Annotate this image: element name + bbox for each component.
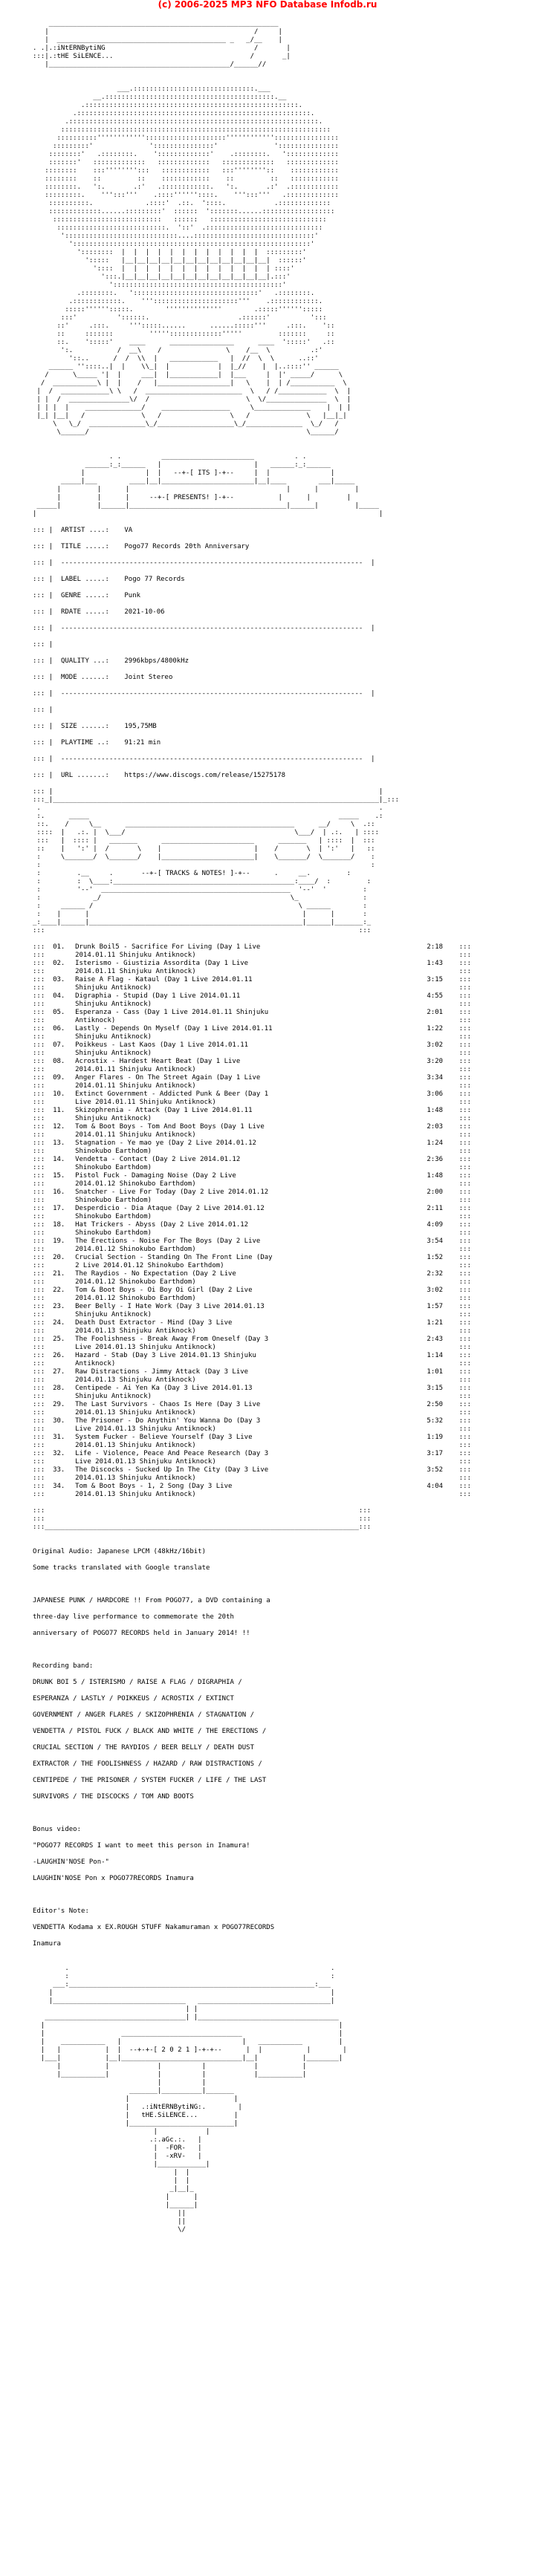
intro-line-2: three-day live performance to commemorate the 20th (33, 1613, 234, 1621)
track-duration: 3:34 (427, 1074, 444, 1082)
track-title: The Discocks - Sucked Up In The City (Day 3 Live (75, 1466, 269, 1474)
track-title: Shinokubo Earthdom) (75, 1197, 152, 1204)
label-label: LABEL .....: (60, 576, 109, 583)
track-row: ::: Shinjuku Antiknock) ::: (33, 1001, 472, 1008)
track-number: 18. (53, 1221, 65, 1229)
track-row: ::: 33. The Discocks - Sucked Up In The City (Day 3 Live 3:52 ::: (33, 1466, 472, 1474)
label-value: Pogo 77 Records (124, 576, 185, 583)
track-title: Shinjuku Antiknock) (75, 984, 152, 992)
track-number: 17. (53, 1205, 65, 1212)
track-duration: 5:32 (427, 1417, 444, 1425)
track-row: ::: 2014.01.13 Shinjuku Antiknock) ::: (33, 1474, 472, 1482)
spacer: ::: | (33, 641, 54, 648)
track-title: Desperdicio - Dia Ataque (Day 2 Live 2014.01.12 (75, 1205, 265, 1212)
track-row: ::: Antiknock) ::: (33, 1360, 472, 1367)
track-number: 22. (53, 1287, 65, 1294)
track-duration: 1:19 (427, 1434, 444, 1441)
track-row: ::: 26. Hazard - Stab (Day 3 Live 2014.01.13 Shinjuku 1:14 ::: (33, 1352, 472, 1359)
track-number: 27. (53, 1368, 65, 1376)
track-number: 12. (53, 1123, 65, 1131)
track-row: ::: 18. Hat Trickers - Abyss (Day 2 Live 2014.01.12 4:09 ::: (33, 1221, 472, 1229)
track-title: Digraphia - Stupid (Day 1 Live 2014.01.11 (75, 992, 241, 1000)
track-row: ::: 2014.01.13 Shinjuku Antiknock) ::: (33, 1409, 472, 1417)
track-number: 29. (53, 1401, 65, 1408)
track-title: Tom & Boot Boys - Tom And Boot Boys (Day 1 Live (75, 1123, 265, 1131)
track-row: ::: Live 2014.01.11 Shinjuku Antiknock) ::: (33, 1099, 472, 1106)
size-label: SIZE ......: (60, 723, 109, 730)
track-title: Antiknock) (75, 1017, 116, 1024)
track-row: ::: 14. Vendetta - Contact (Day 2 Live 2014.01.12 2:36 ::: (33, 1156, 472, 1163)
track-row: ::: 19. The Erections - Noise For The Boys (Day 2 Live 3:54 ::: (33, 1237, 472, 1245)
track-title: The Prisoner - Do Anythin' You Wanna Do (Day 3 (75, 1417, 261, 1425)
track-title: Acrostix - Hardest Heart Beat (Day 1 Live (75, 1058, 241, 1065)
track-number: 19. (53, 1237, 65, 1245)
track-title: 2 Live 2014.01.12 Shinokubo Earthdom) (75, 1262, 224, 1269)
track-duration: 4:04 (427, 1483, 444, 1490)
spacer (33, 1581, 508, 1589)
track-title: The Erections - Noise For The Boys (Day 2 Live (75, 1237, 261, 1245)
genre-row: ::: | GENRE .....: Punk (33, 592, 141, 599)
track-duration: 2:11 (427, 1205, 444, 1212)
track-row: ::: 12. Tom & Boot Boys - Tom And Boot Boys (Day 1 Live 2:03 ::: (33, 1123, 472, 1131)
track-title: Shinokubo Earthdom) (75, 1213, 152, 1220)
url-row: ::: | URL .......: https://www.discogs.com/release/15275178 (33, 772, 286, 779)
track-title: Raise A Flag - Kataul (Day 1 Live 2014.01.11 (75, 976, 253, 983)
nfo-document (33, 12, 508, 2242)
rdate-row: ::: | RDATE .....: 2021-10-06 (33, 608, 165, 616)
track-duration: 3:02 (427, 1041, 444, 1049)
track-row: ::: 08. Acrostix - Hardest Heart Beat (Day 1 Live 3:20 ::: (33, 1058, 472, 1065)
track-number: 08. (53, 1058, 65, 1065)
track-title: Anger Flares - On The Street Again (Day 1 Live (75, 1074, 261, 1082)
track-title: Shinjuku Antiknock) (75, 1001, 152, 1008)
artist-label: ARTIST ....: (60, 527, 109, 534)
track-duration: 1:48 (427, 1107, 444, 1114)
track-duration: 1:52 (427, 1254, 444, 1261)
track-title: Hazard - Stab (Day 3 Live 2014.01.13 Shinjuku (75, 1352, 256, 1359)
track-title: 2014.01.13 Shinjuku Antiknock) (75, 1327, 196, 1335)
track-title: 2014.01.13 Shinjuku Antiknock) (75, 1409, 196, 1417)
track-number: 28. (53, 1385, 65, 1392)
track-title: Shinjuku Antiknock) (75, 1393, 152, 1400)
track-title: Tom & Boot Boys - 1, 2 Song (Day 3 Live (75, 1483, 233, 1490)
track-number: 30. (53, 1417, 65, 1425)
track-row: ::: 27. Raw Distractions - Jimmy Attack (Day 3 Live 1:01 ::: (33, 1368, 472, 1376)
track-row: ::: Live 2014.01.13 Shinjuku Antiknock) ::: (33, 1344, 472, 1351)
track-row: ::: 30. The Prisoner - Do Anythin' You Wanna Do (Day 3 5:32 ::: (33, 1417, 472, 1425)
track-title: 2014.01.13 Shinjuku Antiknock) (75, 1376, 196, 1384)
track-number: 25. (53, 1336, 65, 1343)
spacer: ::: | (33, 706, 54, 714)
track-duration: 1:14 (427, 1352, 444, 1359)
band-line: DRUNK BOI 5 / ISTERISMO / RAISE A FLAG / DIGRAPHIA / (33, 1679, 242, 1686)
group-name-top: iNtERNBytiNG (56, 45, 106, 52)
track-row: ::: 2 Live 2014.01.12 Shinokubo Earthdom) ::: (33, 1262, 472, 1269)
quality-label: QUALITY ...: (60, 657, 109, 665)
track-title: The Raydios - No Expectation (Day 2 Live (75, 1270, 236, 1278)
track-number: 21. (53, 1270, 65, 1278)
rdate-label: RDATE .....: (60, 608, 109, 616)
track-number: 24. (53, 1319, 65, 1327)
track-row: ::: 05. Esperanza - Cass (Day 1 Live 2014.01.11 Shinjuku 2:01 ::: (33, 1009, 472, 1016)
track-number: 20. (53, 1254, 65, 1261)
track-title: Drunk Boil5 - Sacrifice For Living (Day 1 Live (75, 943, 261, 951)
tracklist (33, 943, 508, 1499)
track-duration: 2:03 (427, 1123, 444, 1131)
track-title: Centipede - Ai Yen Ka (Day 3 Live 2014.01.13 (75, 1385, 253, 1392)
footer-year: 2 0 2 1 (161, 2046, 190, 2054)
source-line-2: Some tracks translated with Google translate (33, 1564, 210, 1572)
rdate-value: 2021-10-06 (124, 608, 165, 616)
playtime-label: PLAYTIME ..: (60, 739, 109, 747)
quality-value: 2996kbps/4800kHz (124, 657, 189, 665)
track-duration: 3:15 (427, 976, 444, 983)
divider: ::: | --------------------------------------------------------------------------- | (33, 690, 375, 697)
track-title: Live 2014.01.13 Shinjuku Antiknock) (75, 1344, 216, 1351)
track-title: 2014.01.11 Shinjuku Antiknock) (75, 968, 196, 975)
track-duration: 3:17 (427, 1450, 444, 1457)
track-duration: 2:43 (427, 1336, 444, 1343)
editor-line-2: Inamura (33, 1940, 61, 1948)
track-title: Shinokubo Earthdom) (75, 1164, 152, 1171)
track-duration: 3:54 (427, 1237, 444, 1245)
tracks-notes-label: TRACKS & NOTES! (165, 870, 227, 877)
bonus-line-1: "POGO77 RECORDS I want to meet this person in Inamura! (33, 1842, 250, 1850)
track-title: Extinct Government - Addicted Punk & Beer (Day 1 (75, 1090, 269, 1098)
track-number: 09. (53, 1074, 65, 1082)
track-title: Snatcher - Live For Today (Day 2 Live 2014.01.12 (75, 1188, 269, 1196)
track-title: Poikkeus - Last Kaos (Day 1 Live 2014.01.11 (75, 1041, 249, 1049)
mode-row: ::: | MODE ......: Joint Stereo (33, 674, 173, 681)
track-title: System Fucker - Believe Yourself (Day 3 Live (75, 1434, 253, 1441)
track-title: Lastly - Depends On Myself (Day 1 Live 2014.01.11 (75, 1025, 273, 1032)
top-banner-art: _________________________________________________________ | / | | __________________________________________ _ _/__ | . .|.:iNtERNBytiNG / | :::|.:tHE SiLENCE... / _| |_____________________________________________/______// (33, 20, 291, 68)
spacer (33, 1809, 508, 1818)
group-subtitle-top: tHE SiLENCE... (56, 53, 114, 60)
bonus-line-2: -LAUGHIN'NOSE Pon-" (33, 1858, 109, 1866)
mid-separator-art: ::: | | :::_|_________________________________________________________________________________|_::: . . :. _____ _____ .: ::. / \__ __________________________________________ __/ \ .:: :::: | .:. | \___/ \___/ | .:. | :::: ::: | :::: | _______ _______________________ _______ | :::: | ::: :: | ':' | / \ | | / \ | ':' | :: : \_______/ \_______/ |_______________________| \_______/ \_______/ : : : : .__ . --+-[ TRACKS & NOTES! ]-+-- . __. : : : \____:_____________________________________________:____/ : : : '--' _______________________________________________ '--' ' : : _/ \_ : : ______ / \ ______ : : | | | | : _:____|______|_____________________________________________________|______|_______:_ ::: ::: (33, 788, 400, 934)
track-row: ::: 02. Isterismo - Giustizia Assordita (Day 1 Live 1:43 ::: (33, 960, 472, 967)
track-title: Pistol Fuck - Damaging Noise (Day 2 Live (75, 1172, 236, 1180)
track-duration: 3:52 (427, 1466, 444, 1474)
track-number: 13. (53, 1139, 65, 1147)
track-duration: 2:01 (427, 1009, 444, 1016)
track-row: ::: 2014.01.13 Shinjuku Antiknock) ::: (33, 1327, 472, 1335)
track-row: ::: 13. Stagnation - Ye mao ye (Day 2 Live 2014.01.12 1:24 ::: (33, 1139, 472, 1147)
track-title: Beer Belly - I Hate Work (Day 3 Live 2014.01.13 (75, 1303, 265, 1310)
track-title: 2014.01.11 Shinjuku Antiknock) (75, 952, 196, 959)
quality-row: ::: | QUALITY ...: 2996kbps/4800kHz (33, 657, 189, 665)
track-title: The Last Survivors - Chaos Is Here (Day 3 Live (75, 1401, 261, 1408)
track-row: ::: 31. System Fucker - Believe Yourself (Day 3 Live 1:19 ::: (33, 1434, 472, 1441)
source-line-1: Original Audio: Japanese LPCM (48kHz/16bit) (33, 1548, 206, 1555)
track-row: ::: 17. Desperdicio - Dia Ataque (Day 2 Live 2014.01.12 2:11 ::: (33, 1205, 472, 1212)
track-row: ::: Antiknock) ::: (33, 1017, 472, 1024)
track-duration: 3:20 (427, 1058, 444, 1065)
its-label: ITS (198, 469, 210, 477)
discogs-url-link[interactable]: https://www.discogs.com/release/15275178 (124, 772, 286, 779)
track-row: ::: Shinokubo Earthdom) ::: (33, 1229, 472, 1237)
track-title: Antiknock) (75, 1360, 116, 1367)
track-row: ::: Shinjuku Antiknock) ::: (33, 1311, 472, 1318)
artist-value: VA (124, 527, 133, 534)
size-value: 195,75MB (124, 723, 157, 730)
track-row: ::: 06. Lastly - Depends On Myself (Day 1 Live 2014.01.11 1:22 ::: (33, 1025, 472, 1032)
presents-box: . . _______________________ . . ______:_:______ | | ______:_:______ | | | --+-[ ITS ]-+-- | | | _____|___ ____|__|_______________________|__|____ ___|_____ | | | | | | | | | --+-[ PRESENTS! ]-+-- | | | _____| |______|_______________________________________|______| |_____ | | (33, 453, 383, 518)
track-number: 02. (53, 960, 65, 967)
track-title: 2014.01.11 Shinjuku Antiknock) (75, 1066, 196, 1073)
editor-line-1: VENDETTA Kodama x EX.ROUGH STUFF Nakamuraman x POGO77RECORDS (33, 1924, 275, 1931)
track-row: ::: 16. Snatcher - Live For Today (Day 2 Live 2014.01.12 2:00 ::: (33, 1188, 472, 1196)
track-duration: 4:09 (427, 1221, 444, 1229)
track-title: Shinjuku Antiknock) (75, 1050, 152, 1057)
track-row: ::: 2014.01.13 Shinjuku Antiknock) ::: (33, 1376, 472, 1384)
track-row: ::: 23. Beer Belly - I Hate Work (Day 3 Live 2014.01.13 1:57 ::: (33, 1303, 472, 1310)
artist-row: ::: | ARTIST ....: VA (33, 527, 133, 534)
track-row: ::: 25. The Foolishness - Break Away From Oneself (Day 3 2:43 ::: (33, 1336, 472, 1343)
track-row: ::: Live 2014.01.13 Shinjuku Antiknock) ::: (33, 1425, 472, 1433)
track-title: Isterismo - Giustizia Assordita (Day 1 Live (75, 960, 249, 967)
track-title: Shinokubo Earthdom) (75, 1229, 152, 1237)
track-number: 32. (53, 1450, 65, 1457)
track-row: ::: Shinjuku Antiknock) ::: (33, 1033, 472, 1041)
divider: ::: | --------------------------------------------------------------------------- | (33, 625, 375, 632)
track-number: 15. (53, 1172, 65, 1180)
divider: ::: | --------------------------------------------------------------------------- | (33, 559, 375, 567)
recording-band-label: Recording band: (33, 1662, 94, 1670)
presents-label: PRESENTS! (173, 494, 210, 501)
track-title: Tom & Boot Boys - Oi Boy Oi Girl (Day 2 Live (75, 1287, 253, 1294)
track-row: ::: 2014.01.13 Shinjuku Antiknock) ::: (33, 1491, 472, 1498)
genre-label: GENRE .....: (60, 592, 109, 599)
track-title: Live 2014.01.11 Shinjuku Antiknock) (75, 1099, 216, 1106)
mode-value: Joint Stereo (124, 674, 173, 681)
intro-line-3: anniversary of POGO77 RECORDS held in January 2014! !! (33, 1630, 250, 1637)
track-row: ::: 01. Drunk Boil5 - Sacrifice For Living (Day 1 Live 2:18 ::: (33, 943, 472, 951)
track-row: ::: 20. Crucial Section - Standing On The Front Line (Day 1:52 ::: (33, 1254, 472, 1261)
track-title: Raw Distractions - Jimmy Attack (Day 3 Live (75, 1368, 249, 1376)
track-title: 2014.01.11 Shinjuku Antiknock) (75, 1131, 196, 1139)
track-row: ::: 2014.01.12 Shinokubo Earthdom) ::: (33, 1246, 472, 1253)
track-title: Shinjuku Antiknock) (75, 1033, 152, 1041)
playtime-row: ::: | PLAYTIME ..: 91:21 min (33, 739, 161, 747)
track-title: 2014.01.12 Shinokubo Earthdom) (75, 1246, 196, 1253)
track-row: ::: 29. The Last Survivors - Chaos Is Here (Day 3 Live 2:50 ::: (33, 1401, 472, 1408)
mode-label: MODE ......: (60, 674, 109, 681)
track-row: ::: Live 2014.01.13 Shinjuku Antiknock) ::: (33, 1458, 472, 1466)
track-row: ::: Shinokubo Earthdom) ::: (33, 1164, 472, 1171)
track-title: Live 2014.01.13 Shinjuku Antiknock) (75, 1425, 216, 1433)
track-title: 2014.01.12 Shinokubo Earthdom) (75, 1295, 196, 1302)
track-title: Life - Violence, Peace And Peace Research (Day 3 (75, 1450, 269, 1457)
track-number: 33. (53, 1466, 65, 1474)
band-line: CENTIPEDE / THE PRISONER / SYSTEM FUCKER / LIFE / THE LAST (33, 1777, 267, 1784)
track-row: ::: 28. Centipede - Ai Yen Ka (Day 3 Live 2014.01.13 3:15 ::: (33, 1385, 472, 1392)
track-number: 23. (53, 1303, 65, 1310)
bonus-video-label: Bonus video: (33, 1826, 82, 1833)
track-row: ::: Shinokubo Earthdom) ::: (33, 1213, 472, 1220)
track-duration: 2:32 (427, 1270, 444, 1278)
track-duration: 3:02 (427, 1287, 444, 1294)
band-line: CRUCIAL SECTION / THE RAYDIOS / BEER BELLY / DEATH DUST (33, 1744, 255, 1752)
track-title: Shinjuku Antiknock) (75, 1311, 152, 1318)
track-number: 10. (53, 1090, 65, 1098)
track-duration: 1:48 (427, 1172, 444, 1180)
track-title: Stagnation - Ye mao ye (Day 2 Live 2014.01.12 (75, 1139, 256, 1147)
track-number: 01. (53, 943, 65, 951)
track-title: Vendetta - Contact (Day 2 Live 2014.01.12 (75, 1156, 241, 1163)
bonus-line-3: LAUGHIN'NOSE Pon x POGO77RECORDS Inamura (33, 1875, 194, 1882)
track-row: ::: 22. Tom & Boot Boys - Oi Boy Oi Girl (Day 2 Live 3:02 ::: (33, 1287, 472, 1294)
url-label: URL .......: (60, 772, 109, 779)
track-title: Crucial Section - Standing On The Front Line (Day (75, 1254, 273, 1261)
track-duration: 1:24 (427, 1139, 444, 1147)
track-number: 06. (53, 1025, 65, 1032)
track-number: 16. (53, 1188, 65, 1196)
track-row: ::: Shinokubo Earthdom) ::: (33, 1148, 472, 1155)
track-duration: 4:55 (427, 992, 444, 1000)
title-value: Pogo77 Records 20th Anniversary (124, 543, 250, 550)
track-duration: 3:06 (427, 1090, 444, 1098)
track-number: 05. (53, 1009, 65, 1016)
track-number: 26. (53, 1352, 65, 1359)
footer-group-name: iNtERNBytiNG (149, 2104, 198, 2111)
track-duration: 2:50 (427, 1401, 444, 1408)
track-title: 2014.01.13 Shinjuku Antiknock) (75, 1491, 196, 1498)
notes-separator-art: ::: ::: ::: ::: :::______________________________________________________________________________::: (33, 1507, 372, 1531)
track-title: The Foolishness - Break Away From Oneself (Day 3 (75, 1336, 269, 1343)
footer-sig-3: xRV (169, 2153, 182, 2160)
track-title: Hat Trickers - Abyss (Day 2 Live 2014.01.12 (75, 1221, 249, 1229)
track-duration: 1:01 (427, 1368, 444, 1376)
footer-sig-1: aGc (161, 2136, 174, 2144)
size-row: ::: | SIZE ......: 195,75MB (33, 723, 157, 730)
track-row: ::: 03. Raise A Flag - Kataul (Day 1 Live 2014.01.11 3:15 ::: (33, 976, 472, 983)
track-row: ::: 24. Death Dust Extractor - Mind (Day 3 Live 1:21 ::: (33, 1319, 472, 1327)
label-row: ::: | LABEL .....: Pogo 77 Records (33, 576, 185, 583)
track-row: ::: 11. Skizophrenia - Attack (Day 1 Live 2014.01.11 1:48 ::: (33, 1107, 472, 1114)
title-row: ::: | TITLE .....: Pogo77 Records 20th Anniversary (33, 543, 250, 550)
track-duration: 1:21 (427, 1319, 444, 1327)
track-title: Live 2014.01.13 Shinjuku Antiknock) (75, 1458, 216, 1466)
playtime-value: 91:21 min (124, 739, 161, 747)
track-number: 14. (53, 1156, 65, 1163)
track-row: ::: 2014.01.12 Shinokubo Earthdom) ::: (33, 1295, 472, 1302)
track-row: ::: 04. Digraphia - Stupid (Day 1 Live 2014.01.11 4:55 ::: (33, 992, 472, 1000)
track-title: Skizophrenia - Attack (Day 1 Live 2014.01.11 (75, 1107, 253, 1114)
track-row: ::: Shinjuku Antiknock) ::: (33, 984, 472, 992)
footer-group-subtitle: tHE.SiLENCE... (141, 2112, 198, 2119)
track-number: 07. (53, 1041, 65, 1049)
band-line: SURVIVORS / THE DISCOCKS / TOM AND BOOTS (33, 1793, 194, 1801)
track-row: ::: 34. Tom & Boot Boys - 1, 2 Song (Day 3 Live 4:04 ::: (33, 1483, 472, 1490)
track-row: ::: 2014.01.11 Shinjuku Antiknock) ::: (33, 952, 472, 959)
spacer (33, 1891, 508, 1899)
track-row: ::: Shinokubo Earthdom) ::: (33, 1197, 472, 1204)
track-row: ::: Shinjuku Antiknock) ::: (33, 1115, 472, 1122)
track-title: 2014.01.11 Shinjuku Antiknock) (75, 1082, 196, 1090)
track-title: Shinokubo Earthdom) (75, 1148, 152, 1155)
editor-note-label: Editor's Note: (33, 1907, 89, 1915)
track-row: ::: 2014.01.11 Shinjuku Antiknock) ::: (33, 968, 472, 975)
track-row: ::: 2014.01.11 Shinjuku Antiknock) ::: (33, 1131, 472, 1139)
band-line: GOVERNMENT / ANGER FLARES / SKIZOPHRENIA / STAGNATION / (33, 1711, 255, 1719)
track-number: 03. (53, 976, 65, 983)
track-title: 2014.01.12 Shinokubo Earthdom) (75, 1278, 196, 1286)
spacer (33, 1646, 508, 1654)
intro-line-1: JAPANESE PUNK / HARDCORE !! From POGO77, a DVD containing a (33, 1597, 270, 1604)
track-row: ::: 2014.01.12 Shinokubo Earthdom) ::: (33, 1180, 472, 1188)
track-row: ::: 2014.01.13 Shinjuku Antiknock) ::: (33, 1442, 472, 1449)
genre-value: Punk (124, 592, 141, 599)
track-duration: 1:57 (427, 1303, 444, 1310)
track-duration: 2:00 (427, 1188, 444, 1196)
track-row: ::: 21. The Raydios - No Expectation (Day 2 Live 2:32 ::: (33, 1270, 472, 1278)
track-number: 04. (53, 992, 65, 1000)
band-line: EXTRACTOR / THE FOOLISHNESS / HAZARD / RAW DISTRACTIONS / (33, 1760, 262, 1768)
track-row: ::: 2014.01.11 Shinjuku Antiknock) ::: (33, 1066, 472, 1073)
track-number: 31. (53, 1434, 65, 1441)
track-title: Esperanza - Cass (Day 1 Live 2014.01.11 Shinjuku (75, 1009, 269, 1016)
footer-sig-2: FOR (169, 2144, 182, 2152)
track-row: ::: 10. Extinct Government - Addicted Punk & Beer (Day 1 3:06 ::: (33, 1090, 472, 1098)
track-row: ::: 15. Pistol Fuck - Damaging Noise (Day 2 Live 1:48 ::: (33, 1172, 472, 1180)
skull-ascii-art: ___.::::::::::::::::::::::::::::::.___ __.::::::::::::::::::::::::::::::::::::::::::.__ .:::::::::::::::::::::::::::::::::::::::::::::::::::::. .::::::::::::::::::::::::::::::::::::::::::::::::::::::::::. .::::::::::::::::::::::::::::::::::::::::::::::::::::::::::::::. ::::::::::::::::::::::::::::::::::::::::::::::::::::::::::::::::::: ::::::::::''''''''''''::::::::::::::::::::'''''''''''':::::::::::::::: :::::::::' ':::::::::::::::' '::::::::::::::: ::::::::' .::::::::. ':::::::::::::' .::::::::. '::::::::::::: :::::::' ::::::::::::: ::::::::::::: ::::::::::::: ::::::::::::: :::::::: :::''''''''::: :::::::::::: :::'''''''':: :::::::::::: :::::::: :: :: :::::::::::: :: :: :::::::::::: ::::::::. ':. .:' .::::::::::::. ':. .:' .:::::::::::: :::::::::. ''':::''' .::::''''''::::. ''':::''' .::::::::::::: ::::::::::. .::::' .::. '::::. .::::::::::::: :::::::::::::......:::::::::' :::::: ':::::::......:::::::::::::::::: ::::::::::::::::::::::::::: :::::: ::::::::::::::::::::::::::::: :::::::::::::::::::::::::::. '::' .::::::::::::::::::::::::::::: '::::::::::::::::::::::::::::....::::::::::::::::::::::::::::::' ':::::::::::::::::::::::::::::::::::::::::::::::::::::::::::' ':::::::: | | | | | | | | | | | | :::::::::' '::::: |__|__|__|__|__|__|__|__|__|__|__|__| ::::::' ':::: | | | | | | | | | | | | | ::::' ':::.|__|__|__|__|__|__|__|__|__|__|__|__|.:::' '::::::::::::::::::::::::::::::::::::::::::' .::::::::. ':::::::::::::::::::::::::::::::' .::::::::. .::::::::::::. ''':::::::::::::::::::::''' .::::::::::::. :::::'''''':::::. '''''''''''''' .:::::''''''::::: :::' '::::::. .::::::' '::: ::' .:::. ''':::::...... ......:::::''' .:::. ':: :: ::::::: ''''':::::::::::::''''' ::::::: :: ::. ':::::' ____ ________________ ____ ':::::' .:: ':. / __\ / \ /__ \ .:' '::.. / / \\ | ____________ | // \ \ ..::' ______ ''::::..| | \\_| | | |_// | |..::::'' ______ / \_____ '| | ___| |____________| |___ | |' _____/ \ / ___________\ | | / |__________________| \ | | /___________ \ | / ____________\ \ / ________________________ \ / /____________ \ | | | / _______________\/ / \ \/_______________ \ | | | | | ______________/ _________________ \______________ | | | |_| |__| / \ / \ / \ |__|_| \ \_/ ______________\_/___________________\_/______________ \_/ / \______/ \______/ (36, 85, 351, 436)
track-duration: 2:18 (427, 943, 444, 951)
track-title: 2014.01.13 Shinjuku Antiknock) (75, 1442, 196, 1449)
footer-art: . . : : ___:_____________________________________________________________:___ | | |_________________________________ _________________________________| | | ___________________________________| |___________________________________ | | | ______________________________ | | ___________ | | ___________ | | | | | --+-+-[ 2 0 2 1 ]-+-+-- | | | | |___| |__|______________________________|__| |________| | | | | | | |___________| | | |___________| | | _______|__________|_______ | | | .:iNtERNBytiNG:. | | tHE.SiLENCE... | |__________________________| | | .:.aGc.:. | | -FOR- | | -xRV- | |____________| | | | | _|__|_ | | |______| || || \/ (40, 1965, 347, 2234)
track-row: ::: 09. Anger Flares - On The Street Again (Day 1 Live 3:34 ::: (33, 1074, 472, 1082)
track-title: 2014.01.13 Shinjuku Antiknock) (75, 1474, 196, 1482)
title-label: TITLE .....: (60, 543, 109, 550)
track-title: 2014.01.12 Shinokubo Earthdom) (75, 1180, 196, 1188)
track-duration: 1:43 (427, 960, 444, 967)
track-duration: 1:22 (427, 1025, 444, 1032)
track-number: 11. (53, 1107, 65, 1114)
track-row: ::: 07. Poikkeus - Last Kaos (Day 1 Live 2014.01.11 3:02 ::: (33, 1041, 472, 1049)
track-title: Shinjuku Antiknock) (75, 1115, 152, 1122)
track-number: 34. (53, 1483, 65, 1490)
band-line: VENDETTA / PISTOL FUCK / BLACK AND WHITE / THE ERECTIONS / (33, 1728, 267, 1735)
divider: ::: | --------------------------------------------------------------------------- | (33, 755, 375, 763)
infodb-header-link[interactable]: (c) 2006-2025 MP3 NFO Database Infodb.ru (158, 0, 377, 10)
band-line: ESPERANZA / LASTLY / POIKKEUS / ACROSTIX / EXTINCT (33, 1695, 234, 1702)
track-row: ::: 32. Life - Violence, Peace And Peace Research (Day 3 3:17 ::: (33, 1450, 472, 1457)
track-row: ::: 2014.01.12 Shinokubo Earthdom) ::: (33, 1278, 472, 1286)
track-row: ::: Shinjuku Antiknock) ::: (33, 1050, 472, 1057)
track-duration: 3:15 (427, 1385, 444, 1392)
track-row: ::: 2014.01.11 Shinjuku Antiknock) ::: (33, 1082, 472, 1090)
track-title: Death Dust Extractor - Mind (Day 3 Live (75, 1319, 233, 1327)
track-duration: 2:36 (427, 1156, 444, 1163)
track-row: ::: Shinjuku Antiknock) ::: (33, 1393, 472, 1400)
